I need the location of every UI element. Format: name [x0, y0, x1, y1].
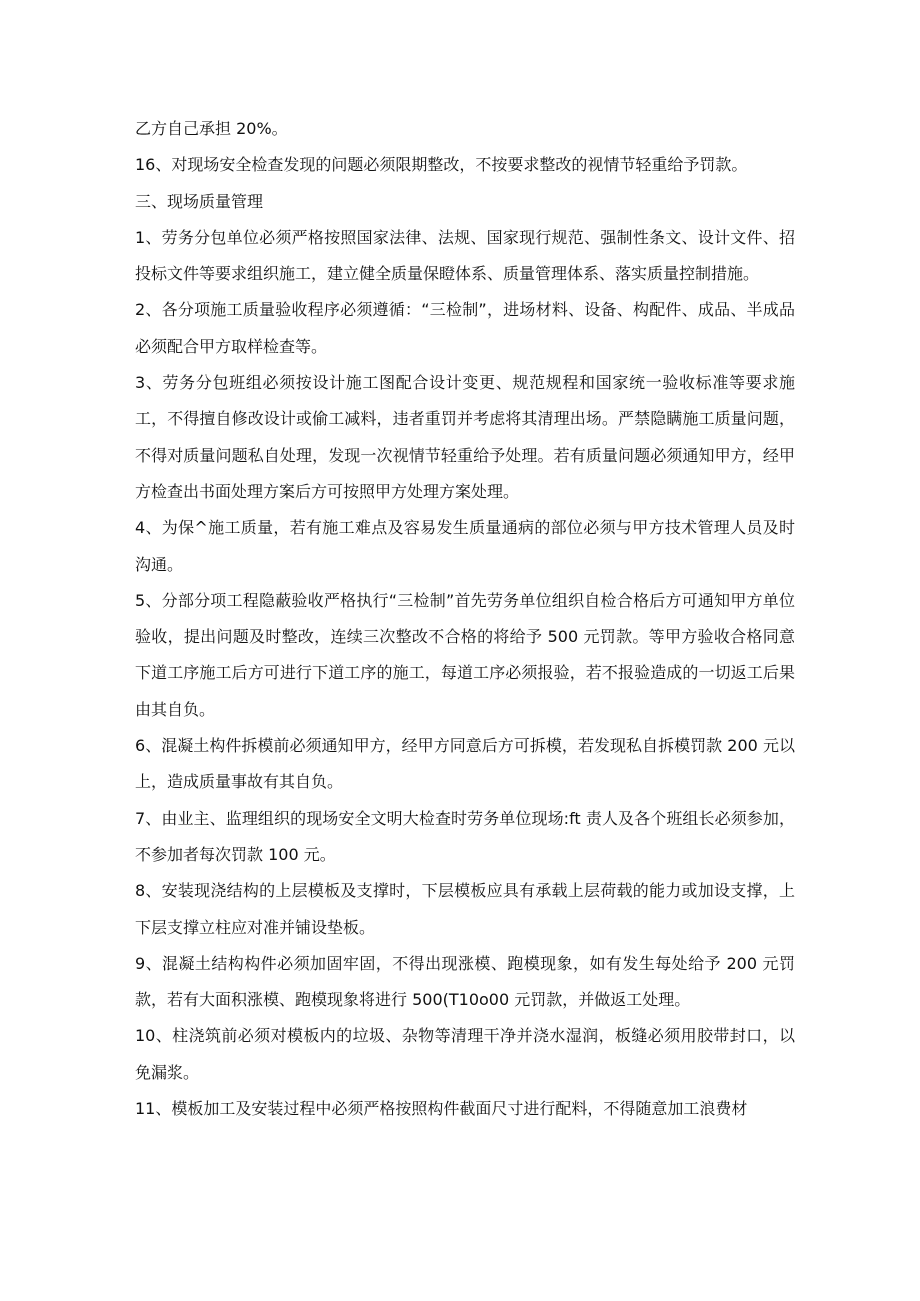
paragraph-text: 8、安装现浇结构的上层模板及支撑时，下层模板应具有承载上层荷载的能力或加设支撑，上下层支撑立柱应对准并铺设垫板。: [135, 881, 795, 937]
paragraph-text: 2、各分项施工质量验收程序必须遵循：“三检制”，进场材料、设备、构配件、成品、半成品必须配合甲方取样检查等。: [135, 300, 795, 356]
paragraph-text: 乙方自己承担 20%。: [135, 119, 288, 138]
paragraph-text: 1、劳务分包单位必须严格按照国家法律、法规、国家现行规范、强制性条文、设计文件、招投标文件等要求组织施工，建立健全质量保瞪体系、质量管理体系、落实质量控制措施。: [135, 227, 795, 284]
paragraph-text: 11、模板加工及安装过程中必须严格按照构件截面尺寸进行配料，不得随意加工浪费材: [135, 1099, 748, 1119]
paragraph-text: 5、分部分项工程隐蔽验收严格执行“三检制”首先劳务单位组织自检合格后方可通知甲方单位验收，提出问题及时整改，连续三次整改不合格的将给予 500 元罚款。等甲方验收合格同意下道工序施工后方可进行下道工序的施工，每道工序必须报验，若不报验造成的一切返工后果由其自负。: [135, 590, 795, 719]
paragraph-text: 6、混凝土构件拆模前必须通知甲方，经甲方同意后方可拆模，若发现私自拆模罚款 200 元以上，造成质量事故有其自负。: [135, 736, 795, 792]
paragraph-text: 4、为保^施工质量，若有施工难点及容易发生质量通病的部位必须与甲方技术管理人员及时沟通。: [135, 518, 795, 574]
paragraph-text: 10、柱浇筑前必须对模板内的垃圾、杂物等清理干净并浇水湿润，板缝必须用胶带封口，以免漏浆。: [135, 1026, 795, 1082]
document-body: [135, 111, 795, 1127]
paragraph-text: 9、混凝土结构构件必须加固牢固，不得出现涨模、跑模现象，如有发生每处给予 200 元罚款，若有大面积涨模、跑模现象将进行 500(T10o00 元罚款，并做返工处理。: [135, 953, 795, 1010]
paragraph-text: 7、由业主、监理组织的现场安全文明大检查时劳务单位现场:ft 责人及各个班组长必须参加，不参加者每次罚款 100 元。: [135, 808, 795, 864]
section-heading: 三、现场质量管理: [135, 191, 264, 211]
paragraph-text: 3、劳务分包班组必须按设计施工图配合设计变更、规范规程和国家统一验收标准等要求施工，不得擅自修改设计或偷工减料，违者重罚并考虑将其清理出场。严禁隐瞒施工质量问题，不得对质量问题私自处理，发现一次视情节轻重给予处理。若有质量问题必须通知甲方，经甲方检查出书面处理方案后方可按照甲方处理方案处理。: [135, 373, 795, 501]
paragraph-text: 16、对现场安全检查发现的问题必须限期整改，不按要求整改的视情节轻重给予罚款。: [135, 155, 748, 175]
